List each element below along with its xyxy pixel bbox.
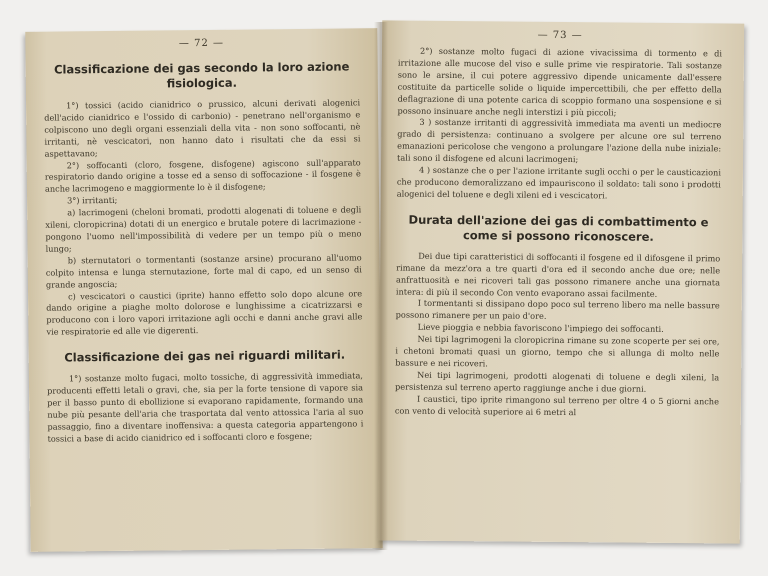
paragraph: Nei tipi lagrimogeni, prodotti alogenati di toluene e degli xileni, la persistenza sul terreno aperto raggiunge anche i due giorni. — [395, 369, 720, 394]
paragraph: c) vescicatori o caustici (iprite) hanno effetto solo dopo alcune ore dando origine a piaghe molto dolorose e lunghissime a cicatrizzarsi e producono con i loro vapori irritazione agli occhi e danni anche gravi alle vie respiratorie ed alle vie digerenti. — [46, 287, 363, 337]
heading-military-classification: Classificazione dei gas nei riguardi militari. — [64, 347, 346, 365]
open-book — [28, 22, 742, 552]
left-page — [25, 28, 382, 552]
paragraph: 3 ) sostanze irritanti di aggressività immediata ma aventi un mediocre grado di persistenza: continuano a svolgere per alcune ore sul terreno emanazioni pericolose che vengono a prolungare l'azione della nube iniziale: tali sono il disfogene ed alcuni lacrimogeni; — [397, 117, 722, 165]
heading-physiological-classification: Classificazione dei gas secondo la loro azione fisiologica. — [53, 59, 350, 91]
paragraph: b) sternutatori o tormentanti (sostanze arsine) procurano all'uomo colpito intensa e lunga sternutazione, forte mal di capo, ed un senso di grande angoscia; — [45, 252, 362, 290]
paragraph: I tormentanti si dissipano dopo poco sul terreno libero ma nelle bassure possono rimanere per un paio d'ore. — [395, 298, 720, 322]
paragraph: Dei due tipi caratteristici di soffocanti il fosgene ed il difosgene il primo rimane da mezz'ora a tre quarti d'ora ed il secondo anche due ore; nelle anfrattuosità e nei ricoveri tali gas possono rimanere anche una giornata intera: di più il secondo Con vento evaporano assai facilmente. — [395, 250, 721, 299]
book-gutter — [374, 22, 388, 550]
paragraph: Nei tipi lagrimogeni la cloropicrina rimane su zone scoperte per sei ore, i chetoni bromati quasi un giorno, tempo che si allunga di molto nelle bassure e nei ricoveri. — [395, 333, 720, 369]
paragraph: 2°) soffocanti (cloro, fosgene, disfogene) agiscono sull'apparato respiratorio dando origine a tosse ed a senso di soffocazione - il fosgene è anche lacrimogeno e maggiormente lo è il disfogene; — [44, 156, 361, 195]
paragraph: 4 ) sostanze che o per l'azione irritante sugli occhi o per le causticazioni che producono demoralizzano ed impauriscono il soldato: tali sono i prodotti alogenici del toluene e degli xileni ed i vescicatori. — [396, 164, 722, 201]
paragraph: Lieve pioggia e nebbia favoriscono l'impiego dei soffocanti. — [417, 321, 664, 335]
paragraph: 2°) sostanze molto fugaci di azione vivacissima di tormento e di irritazione alle mucose del viso e sulle prime vie respiratorie. Tali sostanze sono le arsine, il cui potere aggressivo dipende unicamente dall'essere costituite da particelle solide o liquide impercettibili, che per effetto della deflagrazione di una potente carica di scoppio formano una sospensione e si possono insinuare anche negli interstizi i più piccoli; — [397, 45, 723, 118]
page-number-right: — 73 — — [537, 29, 583, 42]
paragraph: 1°) sostanze molto fugaci, molto tossiche, di aggressività immediata, producenti effetti letali o gravi, che, sia per la forte tensione di vapore sia per il basso punto di ebollizione si evaporano rapidamente, formando una nube più pesante dell'aria che trasportata dal vento attossica l'aria al suo passaggio, fino a diventare inoffensiva: a questa categoria appartengono i tossici a base di acido cianidrico ed i soffocanti cloro e fosgene; — [46, 370, 364, 444]
paragraph: a) lacrimogeni (cheloni bromati, prodotti alogenati di toluene e degli xileni, cloropicrina) dotati di un energico e brutale potere di lacrimazione - pongono l'uomo nell'impossibilità di vedere per un tempo più o meno lungo; — [45, 204, 362, 254]
right-page — [378, 20, 745, 543]
heading-duration: Durata dell'azione dei gas di combattimento e come si possono riconoscere. — [408, 212, 709, 244]
page-number-left: — 72 — — [178, 37, 225, 50]
paragraph: 3°) irritanti; — [67, 195, 118, 206]
paragraph: I caustici, tipo iprite rimangono sul terreno per oltre 4 o 5 giorni anche con vento di velocità superiore ai 6 metri al — [394, 393, 720, 417]
paragraph: 1°) tossici (acido cianidrico o prussico, alcuni derivati alogenici dell'acido cianidrico e l'ossido di carbonio) - penetrano nell'organismo e colpiscono uno degli organi essenziali della vita - non sono soffocanti, nè irritanti, nè vescicatori, non hanno dato i risultati che da essi si aspettavano; — [44, 97, 361, 159]
